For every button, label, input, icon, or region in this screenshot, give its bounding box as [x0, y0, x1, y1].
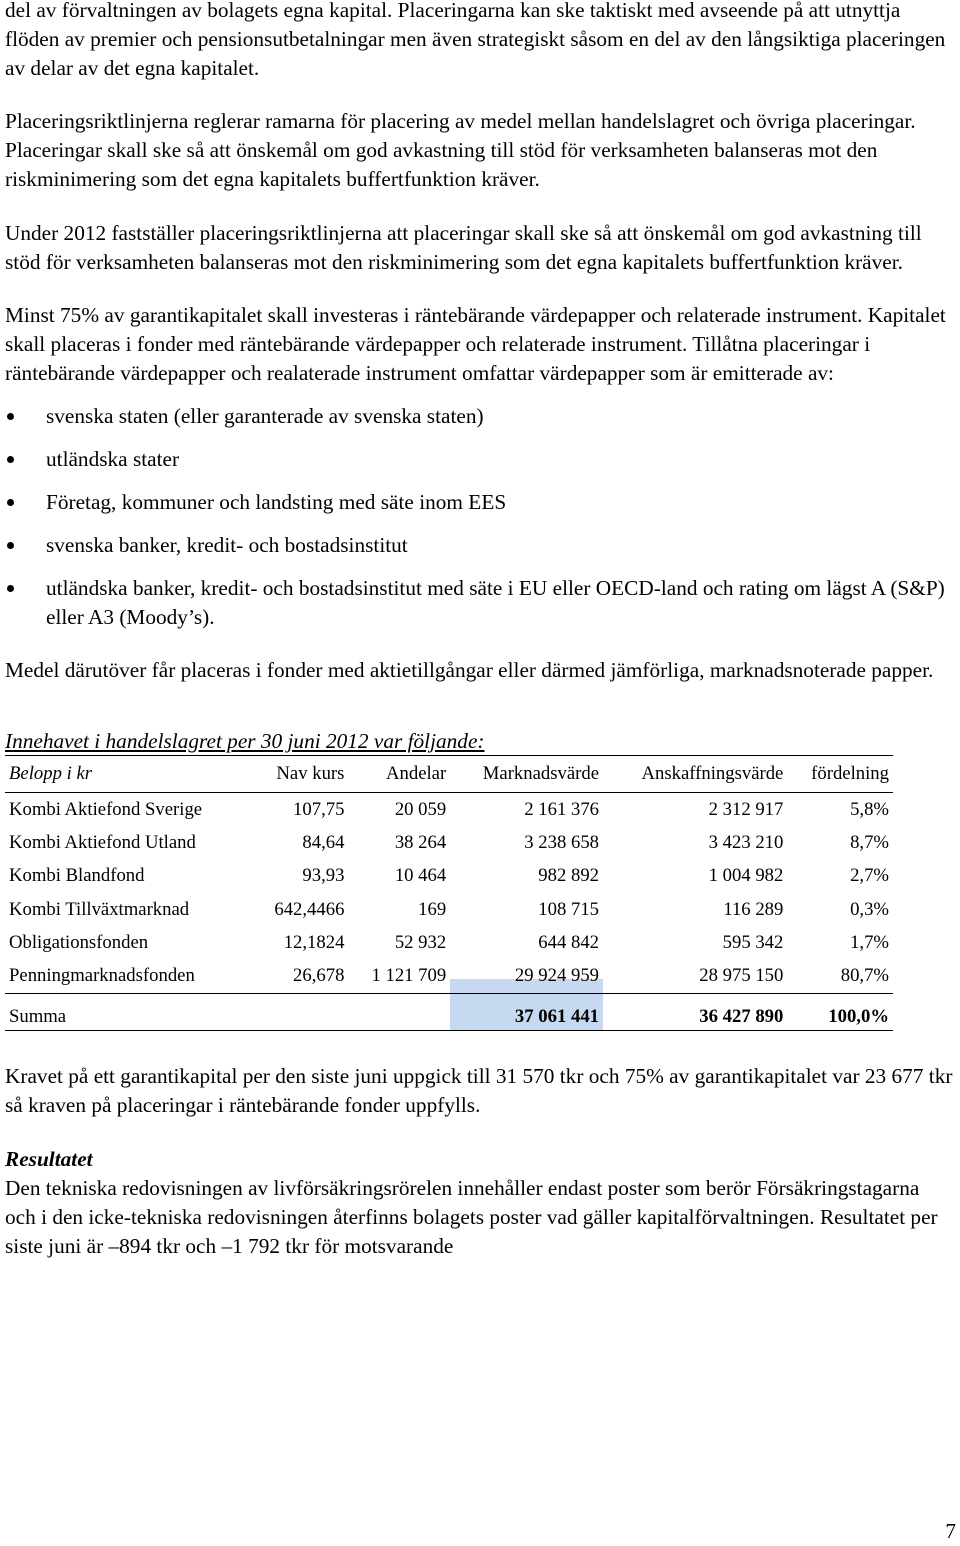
- paragraph-capital-management: del av förvaltningen av bolagets egna kapital. Placeringarna kan ske taktiskt med avseende på att utnyttja flöden av premier och pensionsutbetalningar men även strategiskt såsom en del av den långsiktiga placeringen av delar av det egna kapitalet.: [5, 0, 946, 80]
- bullet-icon: [7, 456, 14, 463]
- table-cell: 1 121 709: [348, 959, 450, 993]
- paragraph-capital-requirement: Kravet på ett garantikapital per den siste juni uppgick till 31 570 tkr och 75% av garantikapitalet var 23 677 tkr så kraven på placeringar i räntebärande fonder uppfylls.: [5, 1063, 953, 1117]
- column-header: Marknadsvärde: [450, 756, 603, 793]
- bullet-icon: [7, 542, 14, 549]
- table-row: [5, 959, 893, 993]
- table-cell: 644 842: [538, 931, 600, 953]
- table-cell: [348, 993, 450, 1030]
- table-row: [5, 860, 893, 893]
- paragraph-result: Den tekniska redovisningen av livförsäkringsrörelen innehåller endast poster som berör Försäkringstagarna och i den icke-tekniska redovisningen återfinns bolagets poster vad gäller kapitalförvaltningen. Resultatet per siste juni är –894 tkr och –1 792 tkr för motsvarande: [5, 1175, 938, 1258]
- table-cell: Obligationsfonden: [9, 931, 149, 953]
- table-row: [5, 826, 893, 859]
- issuer-list: [5, 402, 955, 632]
- column-header: Belopp i kr: [5, 756, 252, 793]
- table-cell: 80,7%: [787, 959, 893, 993]
- table-header-row: [5, 756, 893, 793]
- paragraph-equity-funds: Medel därutöver får placeras i fonder med aktietillgångar eller därmed jämförliga, marknadsnoterade papper.: [5, 658, 934, 682]
- table-cell: Kombi Aktiefond Utland: [9, 831, 196, 853]
- bullet-icon: [7, 585, 14, 592]
- table-cell: 0,3%: [850, 898, 889, 920]
- list-item: utländska banker, kredit- och bostadsinstitut med säte i EU eller OECD-land och rating om lägst A (S&P) eller A3 (Moody’s).: [5, 574, 955, 632]
- table-cell: 93,93: [302, 865, 345, 887]
- bullet-icon: [7, 413, 14, 420]
- table-cell: 642,4466: [274, 898, 345, 920]
- table-cell: 1,7%: [850, 931, 889, 953]
- table-cell: 3 423 210: [708, 831, 784, 853]
- column-header: Anskaffningsvärde: [603, 756, 787, 793]
- table-cell: 169: [418, 898, 447, 920]
- paragraph-guarantee-capital: Minst 75% av garantikapitalet skall investeras i räntebärande värdepapper och relaterade instrument. Kapitalet skall placeras i fonder med räntebärande värdepapper och relaterade instrument. Tillåtna placeringar i räntebärande värdepapper och realaterade instrument omfattar värdepapper som är emitterade av:: [5, 303, 946, 385]
- total-distribution: 100,0%: [787, 993, 893, 1030]
- table-row: [5, 926, 893, 959]
- result-heading: Resultatet: [5, 1146, 93, 1171]
- table-total-row: [5, 993, 893, 1030]
- paragraph-guidelines-2012: Under 2012 fastställer placeringsriktlinjerna att placeringar skall ske så att önskemål om god avkastning till stöd för verksamheten balanseras mot den riskminimering som det egna kapitalets buffertfunktion kräver.: [5, 221, 922, 274]
- table-cell: 1 004 982: [708, 865, 784, 887]
- table-cell: 84,64: [302, 831, 345, 853]
- column-header: Andelar: [348, 756, 450, 793]
- table-cell: 982 892: [538, 865, 600, 887]
- column-header: Nav kurs: [252, 756, 348, 793]
- holdings-title: Innehavet i handelslagret per 30 juni 2012 var följande:: [5, 728, 893, 756]
- table-cell: 2 312 917: [708, 798, 784, 820]
- total-acquisition-value: 36 427 890: [603, 993, 787, 1030]
- table-cell: 20 059: [394, 798, 447, 820]
- total-market-value: 37 061 441: [450, 993, 603, 1030]
- table-cell: Kombi Aktiefond Sverige: [9, 798, 203, 820]
- table-cell: 8,7%: [850, 831, 889, 853]
- table-cell: 108 715: [538, 898, 600, 920]
- holdings-table: [5, 756, 893, 1031]
- table-cell: 10 464: [394, 865, 447, 887]
- table-cell: 2 161 376: [524, 798, 600, 820]
- list-item: Företag, kommuner och landsting med säte inom EES: [5, 488, 955, 517]
- list-item: svenska banker, kredit- och bostadsinstitut: [5, 531, 955, 560]
- list-item: utländska stater: [5, 445, 955, 474]
- bullet-icon: [7, 499, 14, 506]
- table-cell: 12,1824: [283, 931, 345, 953]
- table-cell: 116 289: [723, 898, 784, 920]
- page-number: 7: [945, 1519, 956, 1543]
- table-cell: Kombi Tillväxtmarknad: [9, 898, 190, 920]
- table-cell: 107,75: [293, 798, 345, 820]
- table-cell: 28 975 150: [603, 959, 787, 993]
- table-cell: 5,8%: [850, 798, 889, 820]
- table-cell: 3 238 658: [524, 831, 600, 853]
- paragraph-investment-guidelines: Placeringsriktlinjerna reglerar ramarna för placering av medel mellan handelslagret och övriga placeringar. Placeringar skall ske så att önskemål om god avkastning till stöd för verksamheten balanseras mot den riskminimering som det egna kapitalets buffertfunktion kräver.: [5, 109, 916, 191]
- total-label: Summa: [5, 993, 252, 1030]
- table-cell: 26,678: [252, 959, 348, 993]
- document-page: [5, 0, 955, 1261]
- table-cell: 595 342: [722, 931, 784, 953]
- table-cell: [252, 993, 348, 1030]
- column-header: fördelning: [787, 756, 893, 793]
- table-cell: 2,7%: [850, 865, 889, 887]
- table-row: [5, 793, 893, 827]
- table-cell: 38 264: [394, 831, 447, 853]
- table-cell: Kombi Blandfond: [9, 865, 145, 887]
- table-cell: 29 924 959: [450, 959, 603, 993]
- list-item: svenska staten (eller garanterade av svenska staten): [5, 402, 955, 431]
- table-row: [5, 893, 893, 926]
- table-cell: Penningmarknadsfonden: [5, 959, 252, 993]
- table-cell: 52 932: [394, 931, 447, 953]
